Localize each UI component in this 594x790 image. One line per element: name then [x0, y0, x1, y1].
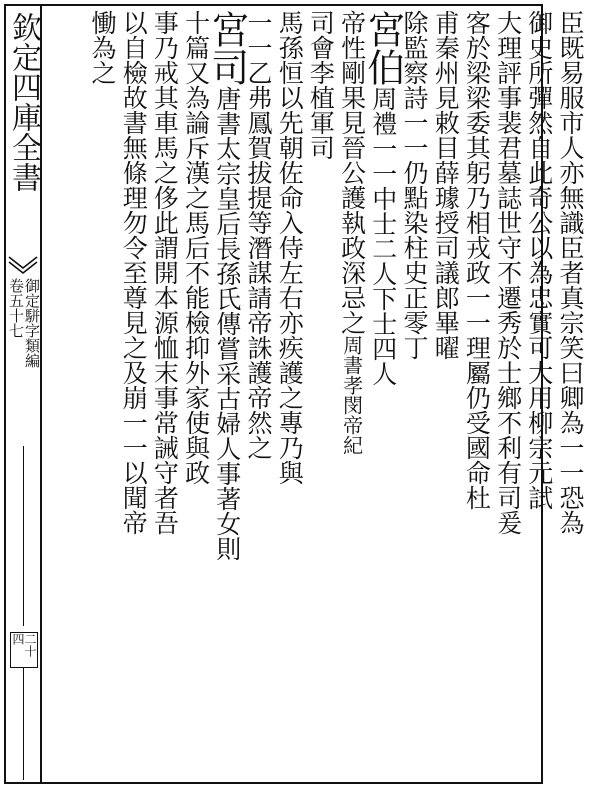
- book-title: 御定駢字類編: [23, 278, 41, 368]
- collection-title: 欽定四庫全書: [6, 12, 41, 192]
- fishtail-ornament-icon: [8, 256, 38, 274]
- column-text: 御史所彈然自此奇公以為忠實可大用柳宗元試: [524, 10, 554, 510]
- column-text: 十篇又為論斥漢之馬后不能檢抑外家使與政: [181, 10, 211, 485]
- column-text: 司會李植軍司: [306, 10, 336, 160]
- text-column: [78, 10, 126, 780]
- text-body: [46, 6, 585, 782]
- column-text: 一一乙弗鳳賀拔提等潛謀請帝誅護帝然之: [244, 10, 273, 460]
- entry-heading: 宮司: [204, 10, 249, 86]
- page-frame: [4, 4, 585, 784]
- page-number: 二十四: [10, 632, 38, 668]
- citation-note: 周書孝閔帝紀: [339, 335, 364, 455]
- entry-heading: 宮伯: [360, 10, 405, 86]
- column-text: 事乃戒其車馬之侈此謂開本源恤末事常誡守者吾: [150, 10, 180, 535]
- column-text: 馬孫恒以先朝佐命入侍左右亦疾護之專乃與: [275, 10, 305, 485]
- spine-rule-lower: [23, 668, 24, 780]
- column-text: 慟為之: [88, 10, 117, 85]
- spine-rule: [23, 446, 24, 626]
- column-text: 帝性剛果見晉公護執政深忌之: [337, 10, 367, 335]
- column-text: 甫秦州見敕目薛璩授司議郎畢曜: [431, 10, 461, 360]
- column-text: 大理評事裴君墓誌世守不遷秀於士鄉不利有司爰: [493, 10, 523, 535]
- column-text: 以自檢故書無條理勿令至尊見之及崩一一以聞帝: [119, 10, 149, 535]
- column-text: 客於梁梁委其躬乃相戎政一一理屬仍受國命杜: [462, 10, 492, 510]
- column-text: 唐書太宗皇后長孫氏傳嘗采古婦人事著女則: [212, 86, 242, 561]
- spine-margin: [6, 6, 42, 782]
- volume-label: [6, 278, 40, 438]
- volume-number: 卷五十七: [7, 278, 25, 338]
- column-text: 除監察詩一一仍點染柱史正零丁: [400, 10, 429, 360]
- column-text: 臣既易服市人亦無識臣者真宗笑曰卿為一一恐為: [556, 10, 585, 535]
- column-text: 周禮一一中士二人下士四人: [368, 86, 398, 386]
